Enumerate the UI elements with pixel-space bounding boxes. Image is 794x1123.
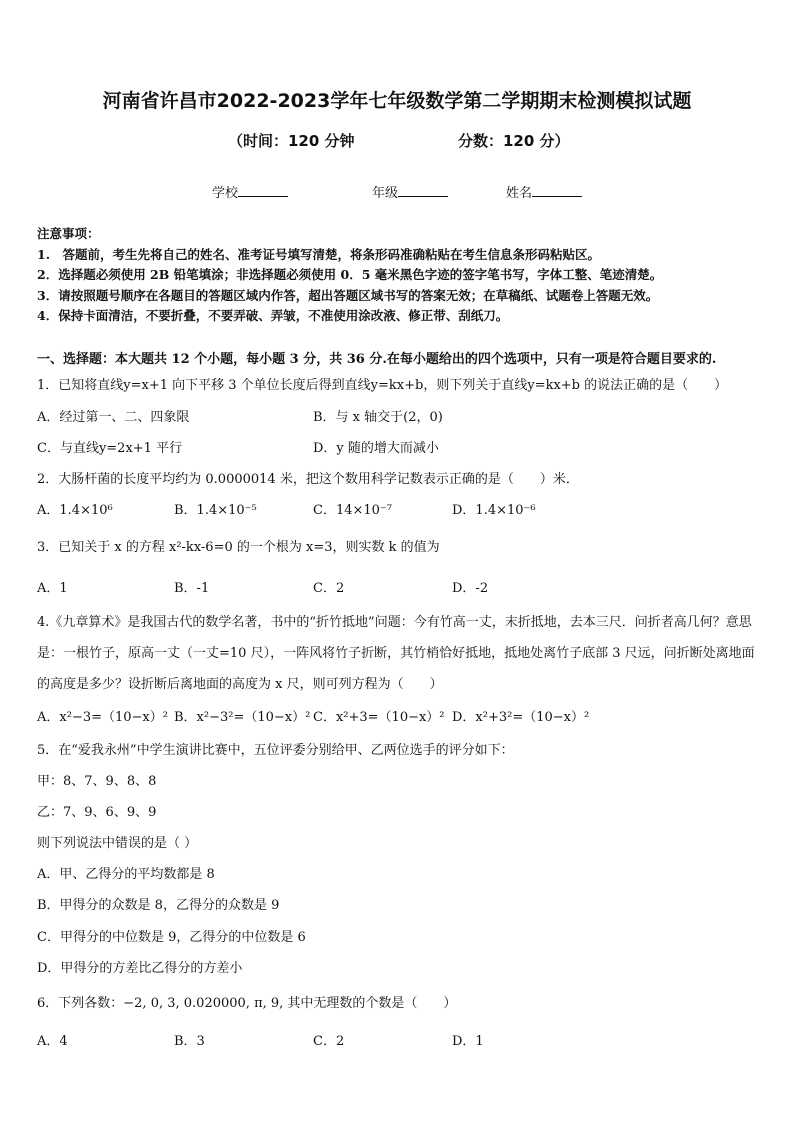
q6-option-c: C．2 xyxy=(313,1034,345,1049)
note-item: 3．请按照题号顺序在各题目的答题区域内作答，超出答题区域书写的答案无效；在草稿纸、试题卷上答题无效。 xyxy=(37,287,659,303)
question-5-stem: 5．在“爱我永州”中学生演讲比赛中，五位评委分别给甲、乙两位选手的评分如下： xyxy=(37,743,514,758)
q5-ask: 则下列说法中错误的是（ ） xyxy=(37,836,198,851)
exam-score: 分数：120 分） xyxy=(458,132,570,150)
exam-time: （时间：120 分钟 xyxy=(228,132,355,150)
q6-option-a: A．4 xyxy=(37,1034,68,1049)
question-1-stem: 1．已知将直线y=x+1 向下平移 3 个单位长度后得到直线y=kx+b，则下列关于直线y=kx+b 的说法正确的是（ ） xyxy=(37,378,728,393)
grade-blank xyxy=(398,184,448,197)
school-field xyxy=(212,182,288,201)
q5-option-b: B．甲得分的众数是 8，乙得分的众数是 9 xyxy=(37,898,280,913)
grade-label: 年级 xyxy=(372,186,399,201)
note-item: 2．选择题必须使用 2B 铅笔填涂；非选择题必须使用 0．5 毫米黑色字迹的签字笔书写，字体工整、笔迹清楚。 xyxy=(37,267,663,282)
q1-option-c: C．与直线y=2x+1 平行 xyxy=(37,441,183,456)
q4-option-b: B．x²−3²=（10−x）² xyxy=(174,710,311,725)
school-label: 学校 xyxy=(212,186,239,201)
school-blank xyxy=(238,184,288,197)
q3-option-b: B．-1 xyxy=(174,581,210,596)
note-item: 1. 答题前，考生先将自己的姓名、准考证号填写清楚，将条形码准确粘贴在考生信息条形码粘贴区。 xyxy=(37,246,601,262)
q1-option-d: D．y 随的增大而减小 xyxy=(313,441,439,456)
section-heading: 一、选择题：本大题共 12 个小题，每小题 3 分，共 36 分.在每小题给出的四个选项中，只有一项是符合题目要求的. xyxy=(37,352,717,367)
q4-option-c: C．x²+3=（10−x）² xyxy=(313,710,445,725)
note-item: 4．保持卡面清洁，不要折叠，不要弄破、弄皱，不准使用涂改液、修正带、刮纸刀。 xyxy=(37,308,509,323)
notes-heading: 注意事项： xyxy=(37,226,100,241)
q5-score-yi: 乙：7、9、6、9、9 xyxy=(37,805,157,820)
q5-score-jia: 甲：8、7、9、8、8 xyxy=(37,774,157,789)
question-2-stem: 2．大肠杆菌的长度平均约为 0.0000014 米，把这个数用科学记数表示正确的是（ ）米． xyxy=(37,472,579,487)
question-4-stem: 4.《九章算术》是我国古代的数学名著，书中的“折竹抵地”问题：今有竹高一丈，末折抵地，去本三尺．问折者高几何？意思是：一根竹子，原高一丈（一丈=10 尺），一阵风将竹子折断，其竹梢恰好抵地，抵地处离竹子底部 3 尺远，问折断处离地面的高度是多少？设折断后离地面的高度为 x 尺，则可列方程为（ ） xyxy=(37,615,755,692)
q5-option-d: D．甲得分的方差比乙得分的方差小 xyxy=(37,961,243,976)
q3-option-d: D．-2 xyxy=(452,581,489,596)
question-6-stem: 6．下列各数：−2, 0, 3, 0.020000, π, 9, 其中无理数的个数是（ ） xyxy=(37,996,457,1011)
q2-option-b: B．1.4×10⁻⁵ xyxy=(174,503,257,518)
q6-option-b: B．3 xyxy=(174,1034,205,1049)
grade-field xyxy=(372,182,448,201)
q6-option-d: D．1 xyxy=(452,1034,484,1049)
q2-option-a: A．1.4×10⁶ xyxy=(37,503,113,518)
name-blank xyxy=(532,184,582,197)
name-label: 姓名 xyxy=(506,186,533,201)
q4-option-d: D．x²+3²=（10−x）² xyxy=(452,710,590,725)
q2-option-d: D．1.4×10⁻⁶ xyxy=(452,503,536,518)
q1-option-a: A．经过第一、二、四象限 xyxy=(37,410,190,425)
q4-option-a: A．x²−3=（10−x）² xyxy=(37,710,168,725)
q5-option-a: A．甲、乙得分的平均数都是 8 xyxy=(37,867,215,882)
page-title: 河南省许昌市2022-2023学年七年级数学第二学期期末检测模拟试题 xyxy=(102,90,692,112)
q2-option-c: C．14×10⁻⁷ xyxy=(313,503,392,518)
q3-option-a: A．1 xyxy=(37,581,68,596)
q5-option-c: C．甲得分的中位数是 9，乙得分的中位数是 6 xyxy=(37,930,306,945)
notes-block xyxy=(37,224,662,327)
question-3-stem: 3．已知关于 x 的方程 x²-kx-6=0 的一个根为 x=3，则实数 k 的值为 xyxy=(37,540,440,555)
q3-option-c: C．2 xyxy=(313,581,345,596)
q1-option-b: B．与 x 轴交于(2，0) xyxy=(313,410,443,425)
name-field xyxy=(506,182,582,201)
